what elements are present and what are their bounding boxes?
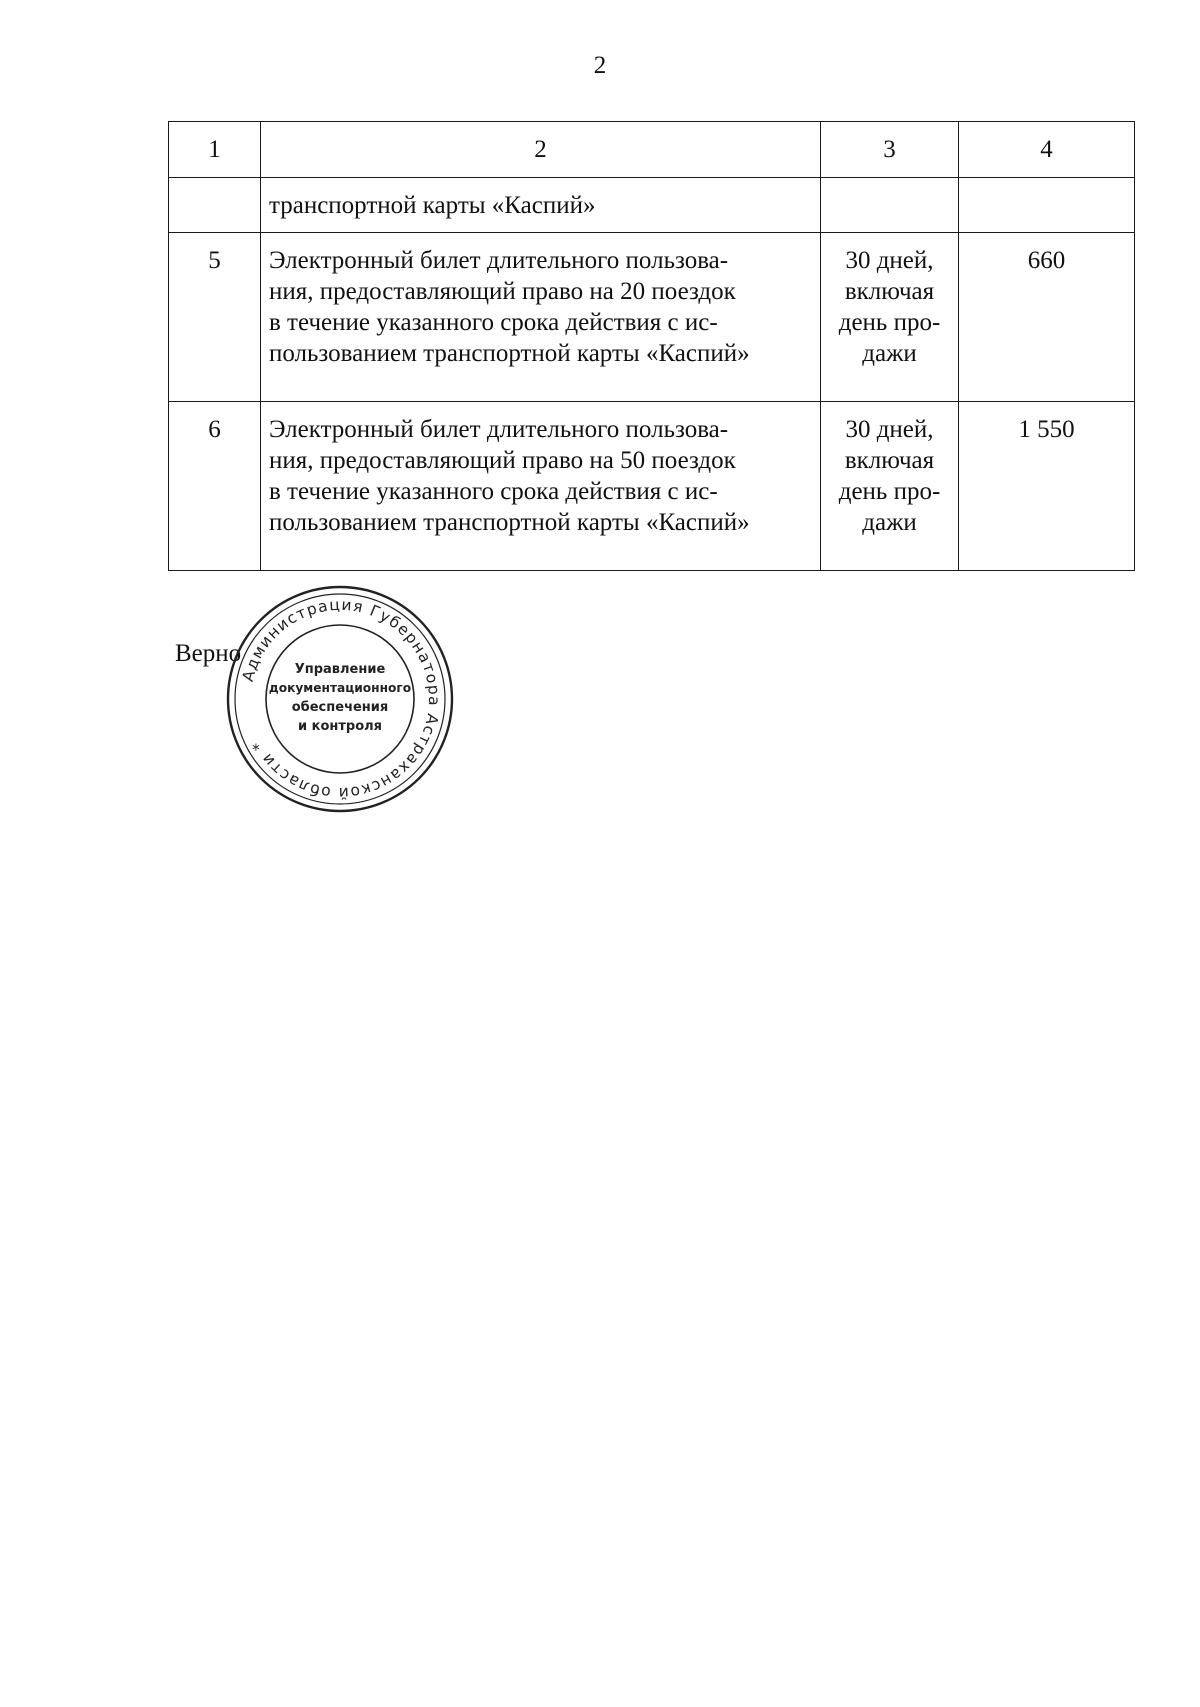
seal-center-text [269, 662, 411, 734]
row-number: 5 [169, 233, 261, 402]
seal-center-line: Управление [294, 662, 386, 677]
seal-outer-ring [228, 587, 452, 811]
description-line: Электронный билет длительного пользова- [269, 247, 729, 274]
description-line: пользованием транспортной карты «Каспий» [269, 509, 750, 536]
continuation-term [821, 178, 959, 233]
table-header-row [169, 122, 1135, 178]
header-cell-2: 2 [261, 122, 821, 178]
term-line: день про- [838, 309, 941, 336]
certification-label: Верно [175, 640, 242, 667]
seal-center-line: документационного [268, 681, 412, 695]
term-line: включая [844, 278, 935, 305]
term-line: включая [844, 447, 935, 474]
seal-center-line: обеспечения [291, 700, 389, 715]
official-seal [224, 583, 456, 815]
header-cell-4: 4 [959, 122, 1135, 178]
table-row [169, 233, 1135, 402]
row-number: 6 [169, 402, 261, 571]
description-line: в течение указанного срока действия с ис- [269, 309, 718, 336]
row-term [821, 233, 959, 402]
term-line: день про- [838, 478, 941, 505]
row-price: 660 [959, 233, 1135, 402]
term-line: дажи [862, 340, 917, 367]
term-line: 30 дней, [845, 416, 934, 443]
row-description [261, 402, 821, 571]
description-line: ния, предоставляющий право на 20 поездок [269, 278, 736, 305]
term-line: дажи [862, 509, 917, 536]
row-description [261, 233, 821, 402]
header-cell-3: 3 [821, 122, 959, 178]
page-number: 2 [593, 52, 607, 79]
description-line: пользованием транспортной карты «Каспий» [269, 340, 750, 367]
description-line: Электронный билет длительного пользова- [269, 416, 729, 443]
continuation-row [169, 178, 1135, 233]
seal-center-line: и контроля [297, 719, 383, 734]
seal-inner-ring [266, 625, 414, 773]
description-line: в течение указанного срока действия с ис- [269, 478, 718, 505]
seal-ring-text: Администрация Губернатора Астраханской области * [238, 595, 444, 803]
row-price: 1 550 [959, 402, 1135, 571]
continuation-description: транспортной карты «Каспий» [261, 178, 821, 233]
continuation-price [959, 178, 1135, 233]
row-term [821, 402, 959, 571]
header-cell-1: 1 [169, 122, 261, 178]
term-line: 30 дней, [845, 247, 934, 274]
table-row [169, 402, 1135, 571]
continuation-num [169, 178, 261, 233]
description-line: ния, предоставляющий право на 50 поездок [269, 447, 736, 474]
tariff-table [168, 121, 1135, 571]
